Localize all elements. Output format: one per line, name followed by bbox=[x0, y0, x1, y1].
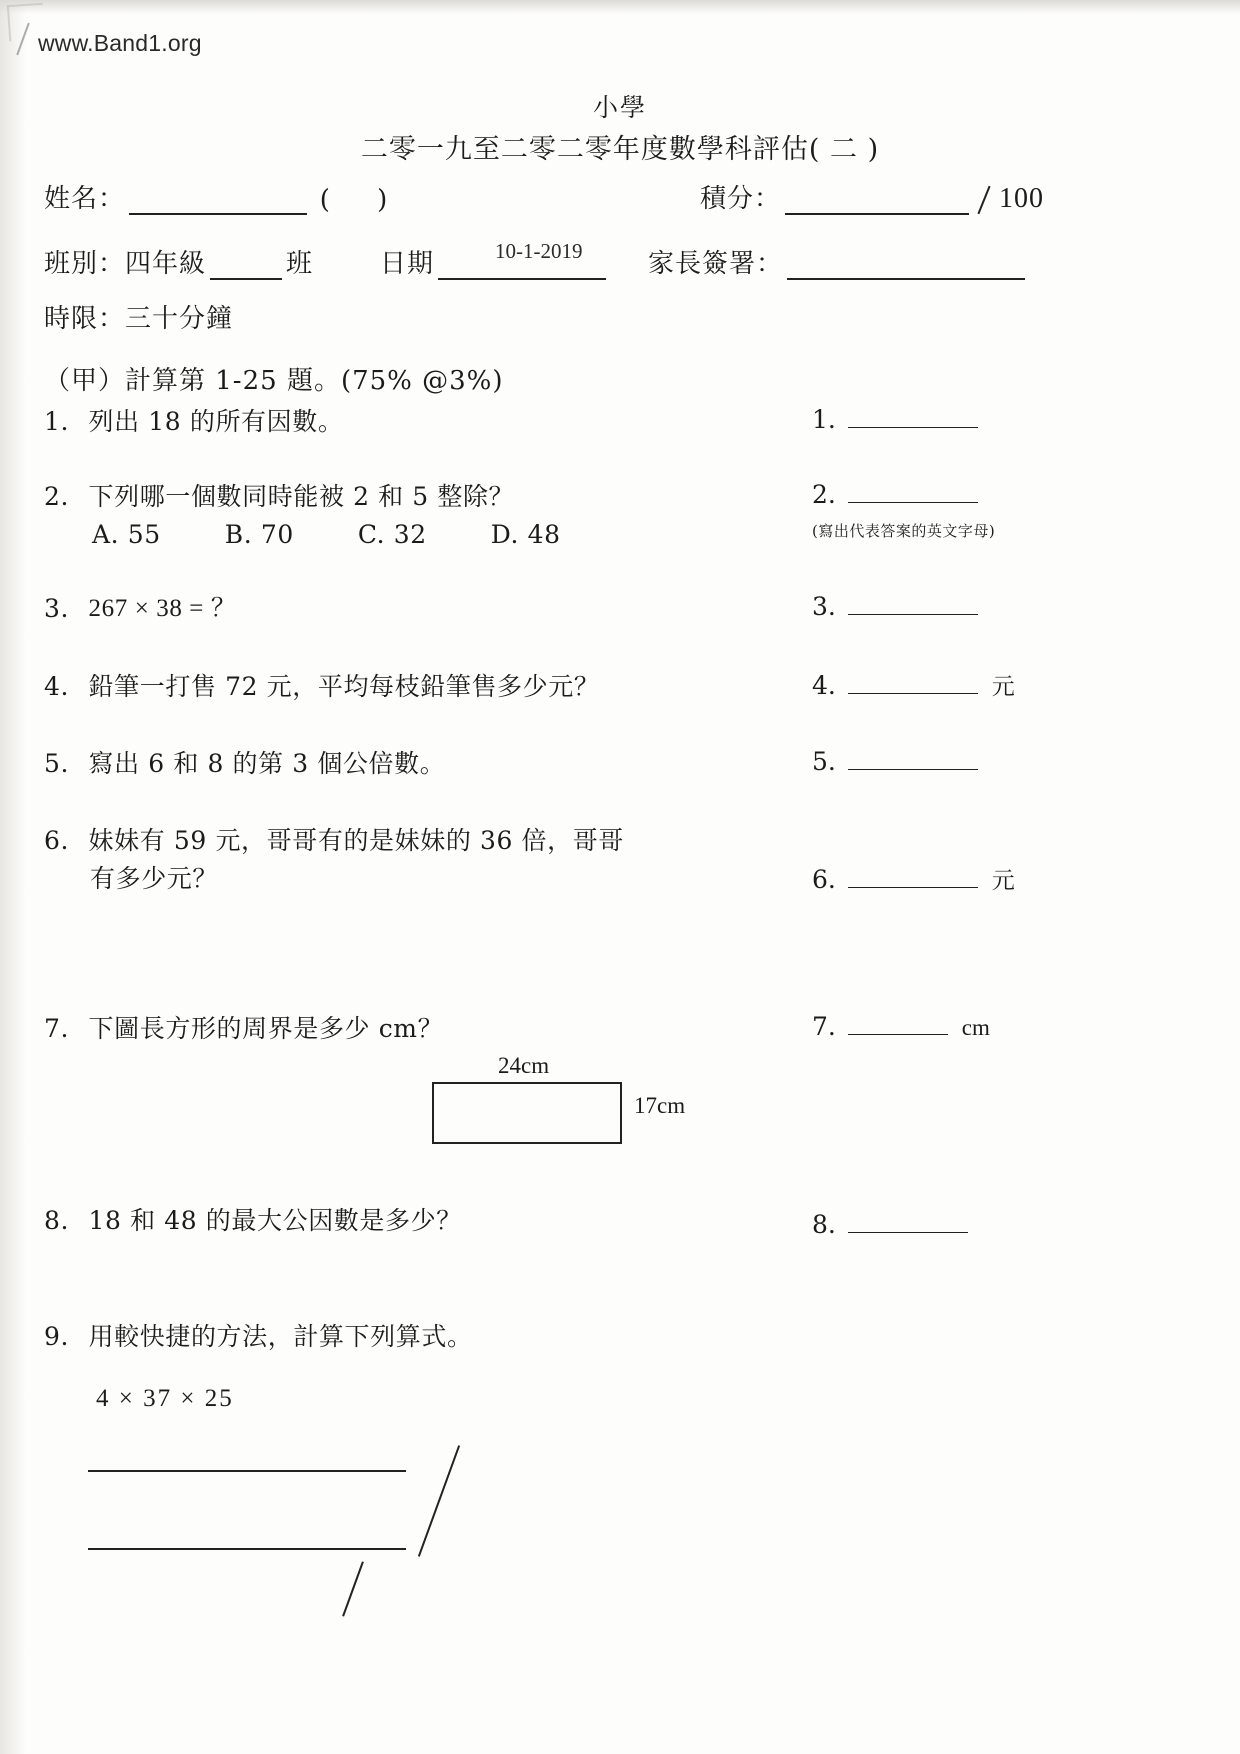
question-1 bbox=[44, 403, 343, 441]
class-field-row bbox=[44, 243, 313, 280]
site-watermark: www.Band1.org bbox=[38, 30, 202, 56]
answer-4-unit: 元 bbox=[991, 674, 1015, 700]
class-suffix-label: 班 bbox=[286, 249, 314, 279]
date-handwritten-value: 10-1-2019 bbox=[495, 239, 583, 263]
score-input-blank[interactable] bbox=[785, 187, 969, 215]
question-9 bbox=[44, 1318, 473, 1356]
answer-6-unit: 元 bbox=[991, 868, 1015, 894]
answer-4 bbox=[812, 668, 1015, 701]
question-2-text: 下列哪一個數同時能被 2 和 5 整除？ bbox=[88, 482, 515, 511]
figure-side-label: 17cm bbox=[634, 1093, 686, 1118]
question-6 bbox=[44, 822, 624, 860]
score-total: 100 bbox=[999, 183, 1045, 214]
working-line-2[interactable] bbox=[88, 1548, 406, 1550]
answer-7-blank[interactable] bbox=[848, 1010, 948, 1035]
answer-8 bbox=[812, 1208, 968, 1239]
answer-2-blank[interactable] bbox=[848, 478, 978, 503]
answer-4-blank[interactable] bbox=[848, 669, 978, 694]
signature-label: 家長簽署： bbox=[648, 249, 784, 279]
name-input-blank[interactable] bbox=[129, 187, 307, 215]
question-7-text: 下圖長方形的周界是多少 cm？ bbox=[88, 1014, 444, 1043]
answer-7-unit: cm bbox=[961, 1015, 990, 1040]
question-4-number: 4. bbox=[44, 672, 70, 701]
question-1-number: 1. bbox=[44, 407, 70, 436]
section-a-heading: （甲）計算第 1-25 題。(75% @3%) bbox=[44, 366, 504, 396]
question-5-text: 寫出 6 和 8 的第 3 個公倍數。 bbox=[88, 749, 446, 778]
question-9-text: 用較快捷的方法，計算下列算式。 bbox=[88, 1322, 473, 1351]
answer-6-blank[interactable] bbox=[848, 863, 978, 888]
signature-field-row bbox=[648, 243, 1029, 280]
question-2-choice-a[interactable]: A. 55 bbox=[92, 520, 161, 549]
answer-5 bbox=[812, 745, 978, 776]
question-9-expression: 4 × 37 × 25 bbox=[96, 1385, 234, 1412]
rectangle-figure bbox=[432, 1082, 622, 1144]
working-diagonal-stroke bbox=[418, 1445, 460, 1557]
question-2-choice-c[interactable]: C. 32 bbox=[357, 520, 427, 549]
class-input-blank[interactable] bbox=[210, 252, 282, 280]
answer-6-number: 6. bbox=[812, 865, 836, 894]
answer-7-number: 7. bbox=[812, 1012, 836, 1041]
answer-5-number: 5. bbox=[812, 747, 836, 776]
question-7 bbox=[44, 1010, 443, 1048]
working-line-1[interactable] bbox=[88, 1470, 406, 1472]
question-6-line2 bbox=[90, 860, 218, 898]
class-number-paren[interactable]: ( ) bbox=[319, 185, 389, 215]
answer-5-blank[interactable] bbox=[848, 745, 978, 770]
answer-2-number: 2. bbox=[812, 480, 836, 509]
answer-7 bbox=[812, 1010, 990, 1041]
question-2-number: 2. bbox=[44, 482, 70, 511]
question-8-number: 8. bbox=[44, 1206, 70, 1235]
signature-input-blank[interactable] bbox=[787, 252, 1025, 280]
answer-6 bbox=[812, 862, 1015, 895]
question-6-text-line2: 有多少元？ bbox=[90, 864, 219, 893]
answer-1-number: 1. bbox=[812, 405, 836, 434]
question-5 bbox=[44, 745, 445, 783]
question-7-number: 7. bbox=[44, 1014, 70, 1043]
class-label: 班別：四年級 bbox=[44, 249, 207, 279]
working-diagonal-stroke-2 bbox=[342, 1561, 364, 1616]
scan-edge-top bbox=[0, 0, 1240, 14]
answer-3-number: 3. bbox=[812, 592, 836, 621]
question-9-number: 9. bbox=[44, 1322, 70, 1351]
question-3-text: 267 × 38 = ？ bbox=[88, 595, 237, 622]
answer-8-number: 8. bbox=[812, 1210, 836, 1239]
question-2-choice-d[interactable]: D. 48 bbox=[490, 520, 561, 549]
question-8-text: 18 和 48 的最大公因數是多少？ bbox=[88, 1206, 462, 1235]
question-8 bbox=[44, 1202, 462, 1240]
school-title: 小學 bbox=[592, 93, 647, 122]
time-limit-label: 時限：三十分鐘 bbox=[44, 304, 234, 334]
question-6-text-line1: 妹妹有 59 元，哥哥有的是妹妹的 36 倍，哥哥 bbox=[88, 826, 624, 855]
question-5-number: 5. bbox=[44, 749, 70, 778]
paper-title: 二零一九至二零二零年度數學科評估( 二 ) bbox=[360, 134, 880, 165]
question-4-text: 鉛筆一打售 72 元，平均每枝鉛筆售多少元？ bbox=[88, 672, 600, 701]
name-label: 姓名： bbox=[44, 184, 126, 214]
name-field-row bbox=[44, 178, 397, 215]
answer-3 bbox=[812, 590, 978, 621]
question-1-text: 列出 18 的所有因數。 bbox=[88, 407, 344, 436]
scan-edge-left bbox=[0, 0, 26, 1754]
answer-4-number: 4. bbox=[812, 671, 836, 700]
question-2 bbox=[44, 478, 514, 516]
date-label: 日期 bbox=[380, 249, 435, 279]
question-2-choice-b[interactable]: B. 70 bbox=[224, 520, 294, 549]
score-field-row bbox=[700, 178, 1044, 215]
answer-2-note: (寫出代表答案的英文字母) bbox=[812, 522, 996, 540]
question-2-choices bbox=[44, 516, 561, 554]
question-3-number: 3. bbox=[44, 594, 70, 623]
time-limit-row bbox=[44, 298, 233, 335]
question-6-number: 6. bbox=[44, 826, 70, 855]
answer-8-blank[interactable] bbox=[848, 1208, 968, 1233]
answer-1 bbox=[812, 403, 978, 434]
answer-2 bbox=[812, 478, 978, 509]
question-3 bbox=[44, 590, 236, 628]
figure-top-label: 24cm bbox=[498, 1053, 550, 1078]
score-label: 積分： bbox=[700, 184, 782, 214]
score-slash-mark bbox=[973, 185, 999, 215]
answer-3-blank[interactable] bbox=[848, 590, 978, 615]
question-4 bbox=[44, 668, 599, 706]
answer-1-blank[interactable] bbox=[848, 403, 978, 428]
